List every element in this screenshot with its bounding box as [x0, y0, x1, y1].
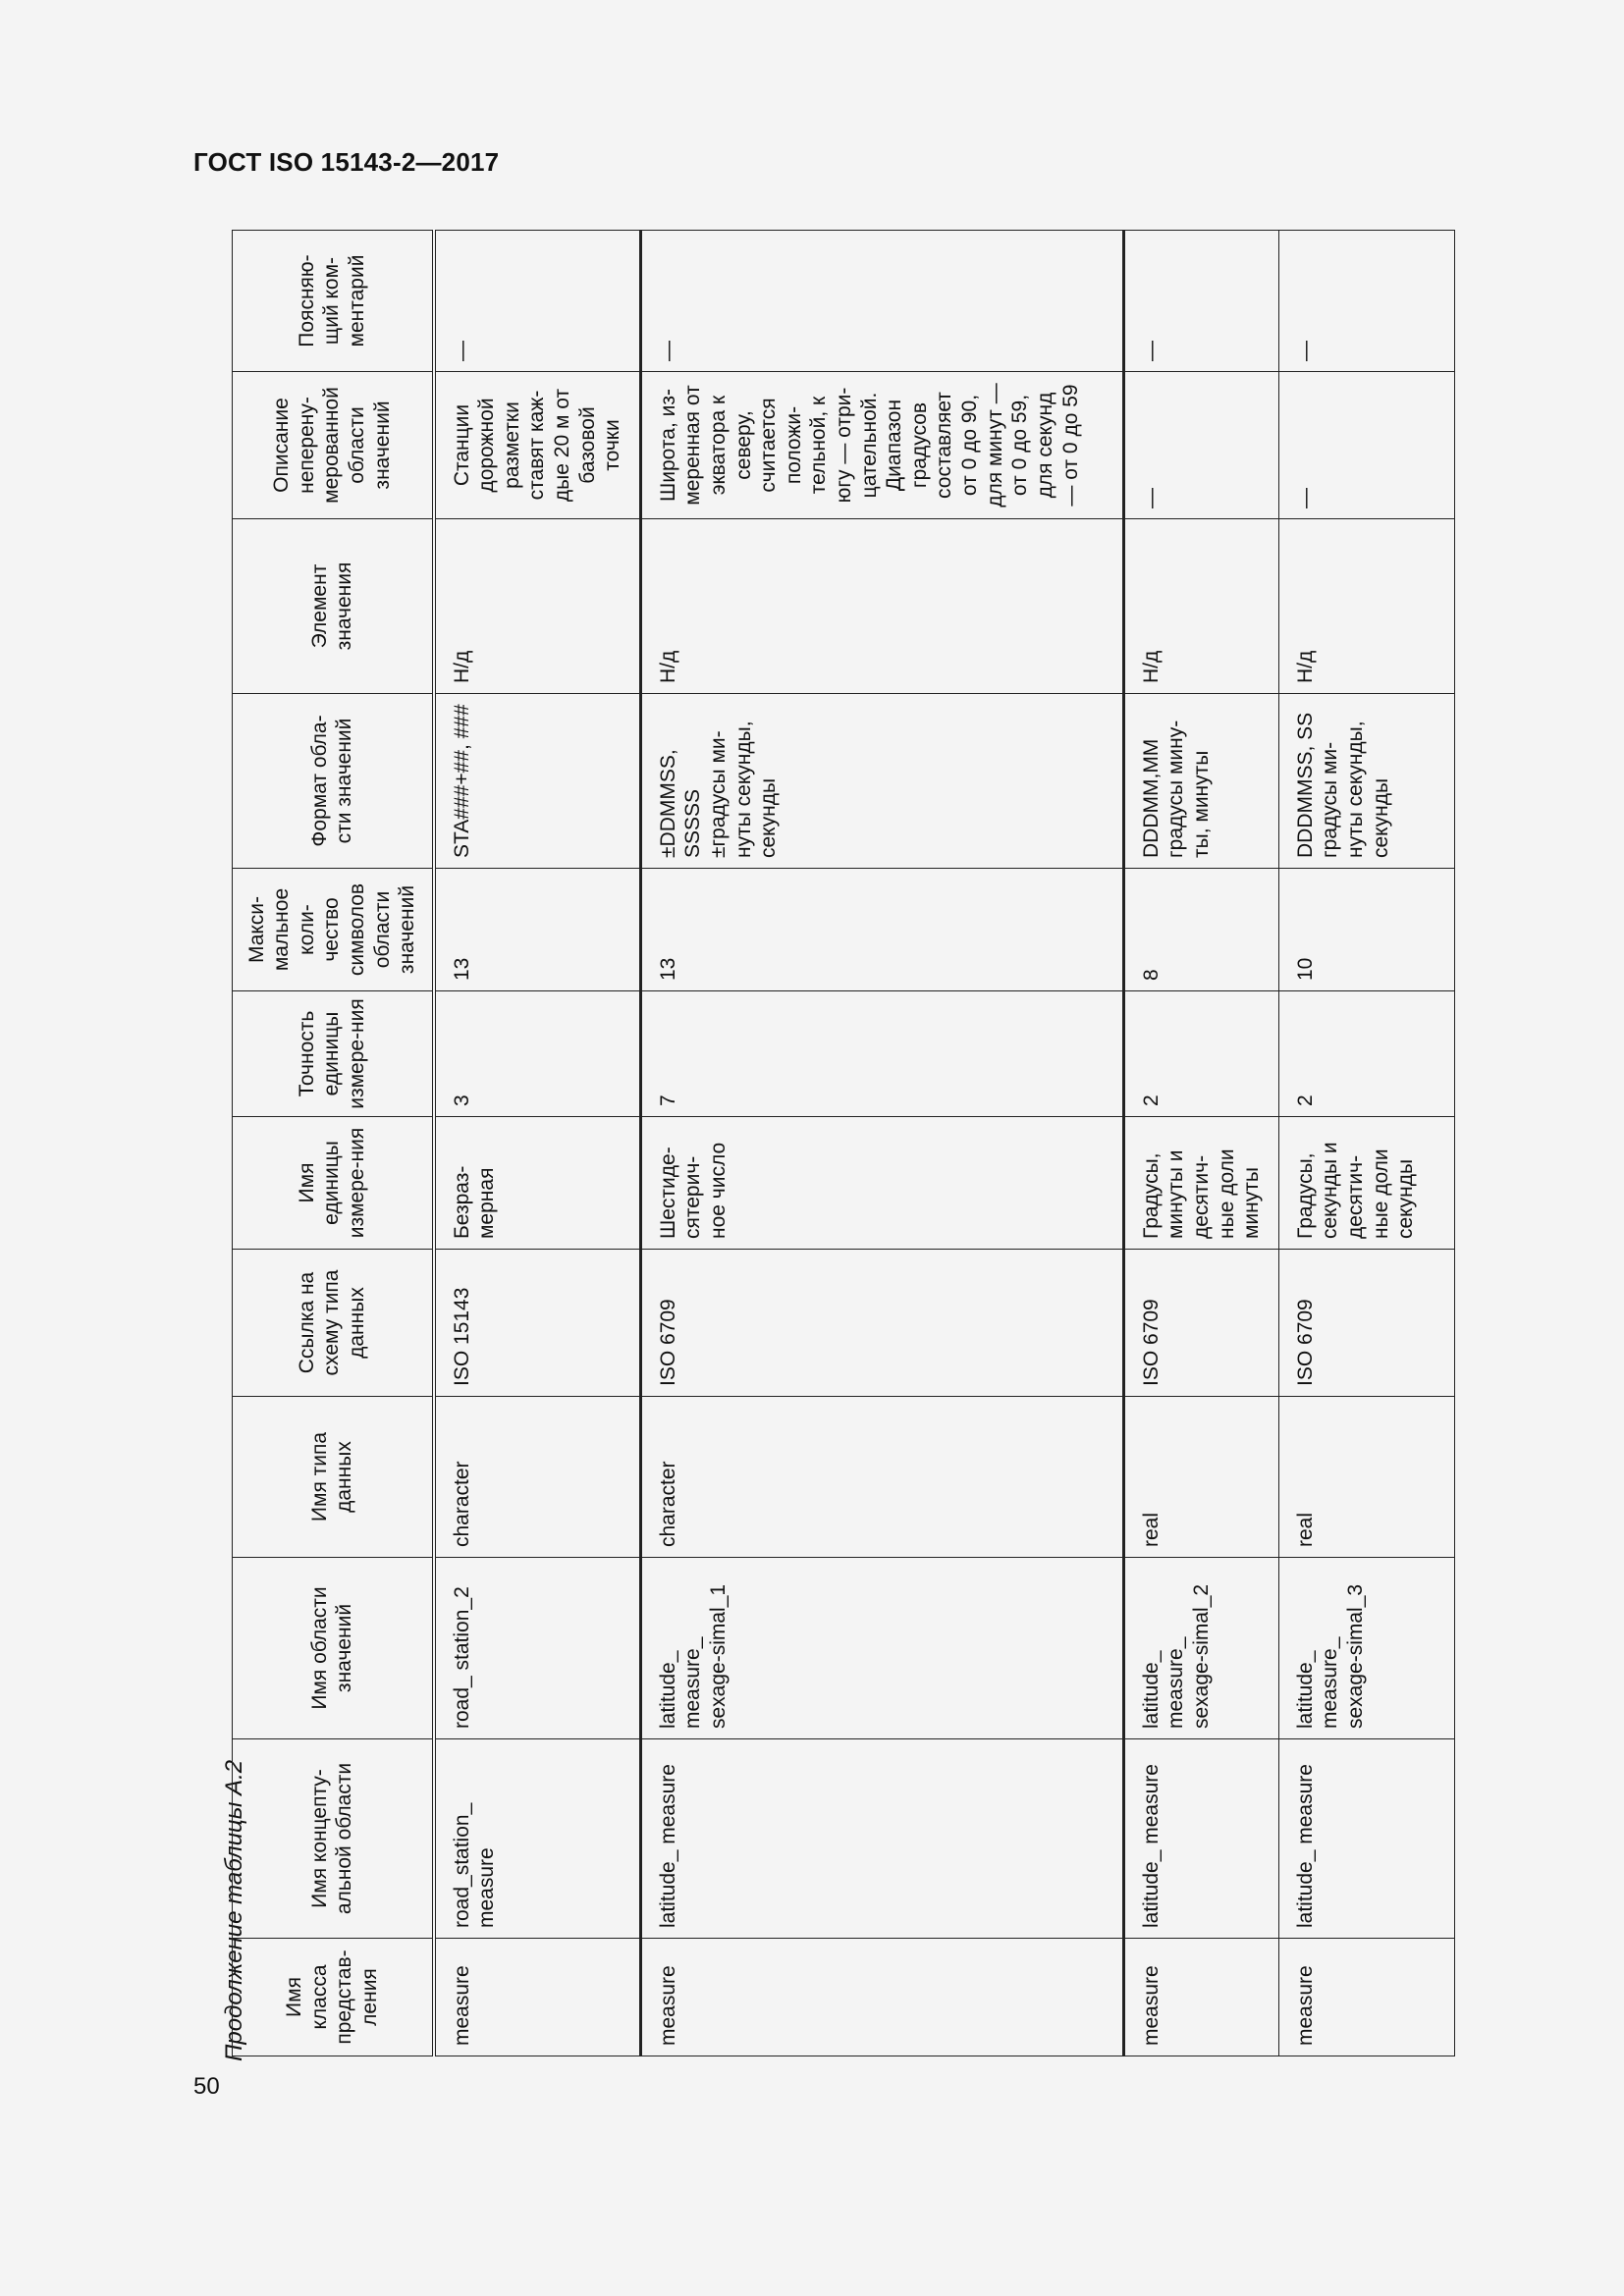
- table-cell: 3: [434, 991, 641, 1117]
- document-header: ГОСТ ISO 15143-2—2017: [193, 147, 500, 177]
- table-cell: ±DDMMSS, SSSSS ±градусы ми-нуты секунды, секунды: [640, 694, 1123, 869]
- table-cell: Н/д: [640, 519, 1123, 694]
- table-header-row: [233, 231, 434, 2056]
- table-cell: road_station_ measure: [434, 1739, 641, 1939]
- column-header: Имя типа данных: [233, 1397, 434, 1558]
- table-cell: measure: [434, 1939, 641, 2056]
- table-cell: 2: [1278, 991, 1454, 1117]
- table-cell: ISO 6709: [1278, 1250, 1454, 1397]
- table-cell: Станции дорожной разметки ставят каж-дые 20 м от базовой точки: [434, 372, 641, 519]
- column-header: Имя области значений: [233, 1558, 434, 1739]
- table-cell: 13: [434, 869, 641, 991]
- table-cell: 8: [1123, 869, 1278, 991]
- table-cell: road_ station_2: [434, 1558, 641, 1739]
- table-cell: real: [1123, 1397, 1278, 1558]
- table-cell: 13: [640, 869, 1123, 991]
- table-cell: latitude_ measure_ sexage-simal_3: [1278, 1558, 1454, 1739]
- column-header: Поясняю-щий ком-ментарий: [233, 231, 434, 372]
- table-cell: latitude_ measure: [640, 1739, 1123, 1939]
- table-cell: Н/д: [434, 519, 641, 694]
- table-cell: —: [640, 231, 1123, 372]
- table-cell: —: [434, 231, 641, 372]
- table-row: [1123, 231, 1278, 2056]
- table-cell: Н/д: [1278, 519, 1454, 694]
- table-cell: STA###+##, ###: [434, 694, 641, 869]
- table-row: [1278, 231, 1454, 2056]
- column-header: Имя класса представ-ления: [233, 1939, 434, 2056]
- column-header: Формат обла-сти значений: [233, 694, 434, 869]
- table-cell: measure: [1278, 1939, 1454, 2056]
- column-header: Ссылка на схему типа данных: [233, 1250, 434, 1397]
- table-caption: Продолжение таблицы А.2: [221, 1759, 247, 2061]
- table-cell: Н/д: [1123, 519, 1278, 694]
- table-cell: latitude_ measure_ sexage-simal_1: [640, 1558, 1123, 1739]
- table-cell: ISO 6709: [1123, 1250, 1278, 1397]
- table-cell: DDDMM,MM градусы мину-ты, минуты: [1123, 694, 1278, 869]
- table-cell: real: [1278, 1397, 1454, 1558]
- table-cell: character: [434, 1397, 641, 1558]
- table-cell: ISO 15143: [434, 1250, 641, 1397]
- table-cell: —: [1123, 372, 1278, 519]
- table-cell: latitude_ measure: [1123, 1739, 1278, 1939]
- table-cell: Шестиде-сятерич-ное число: [640, 1117, 1123, 1250]
- table-cell: —: [1278, 231, 1454, 372]
- table-row: [640, 231, 1123, 2056]
- table-cell: 2: [1123, 991, 1278, 1117]
- table-cell: Градусы, минуты и десятич-ные доли минуты: [1123, 1117, 1278, 1250]
- table-cell: character: [640, 1397, 1123, 1558]
- page-number: 50: [193, 2073, 220, 2100]
- table-cell: —: [1123, 231, 1278, 372]
- table-cell: latitude_ measure_ sexage-simal_2: [1123, 1558, 1278, 1739]
- table-row: [434, 231, 641, 2056]
- table-cell: measure: [1123, 1939, 1278, 2056]
- column-header: Описание неперену-мерованной области значений: [233, 372, 434, 519]
- table-cell: 7: [640, 991, 1123, 1117]
- table-cell: measure: [640, 1939, 1123, 2056]
- column-header: Имя концепту-альной области: [233, 1739, 434, 1939]
- table-cell: Широта, из-меренная от экватора к северу, считается положи-тельной, к югу — отри-цательной. Диапазон градусов составляет от 0 до 90, для минут — от 0 до 59, для секунд — от 0 до 59: [640, 372, 1123, 519]
- table-cell: —: [1278, 372, 1454, 519]
- table-cell: ISO 6709: [640, 1250, 1123, 1397]
- table-cell: Градусы, секунды и десятич-ные доли секунды: [1278, 1117, 1454, 1250]
- column-header: Элемент значения: [233, 519, 434, 694]
- table-cell: DDDMMSS, SS градусы ми-нуты секунды, секунды: [1278, 694, 1454, 869]
- rotated-table-container: [232, 231, 1433, 2056]
- data-table: [232, 230, 1455, 2056]
- table-cell: Безраз-мерная: [434, 1117, 641, 1250]
- column-header: Имя единицы измере-ния: [233, 1117, 434, 1250]
- column-header: Макси-мальное коли-чество символов области значений: [233, 869, 434, 991]
- table-cell: latitude_ measure: [1278, 1739, 1454, 1939]
- table-cell: 10: [1278, 869, 1454, 991]
- column-header: Точность единицы измере-ния: [233, 991, 434, 1117]
